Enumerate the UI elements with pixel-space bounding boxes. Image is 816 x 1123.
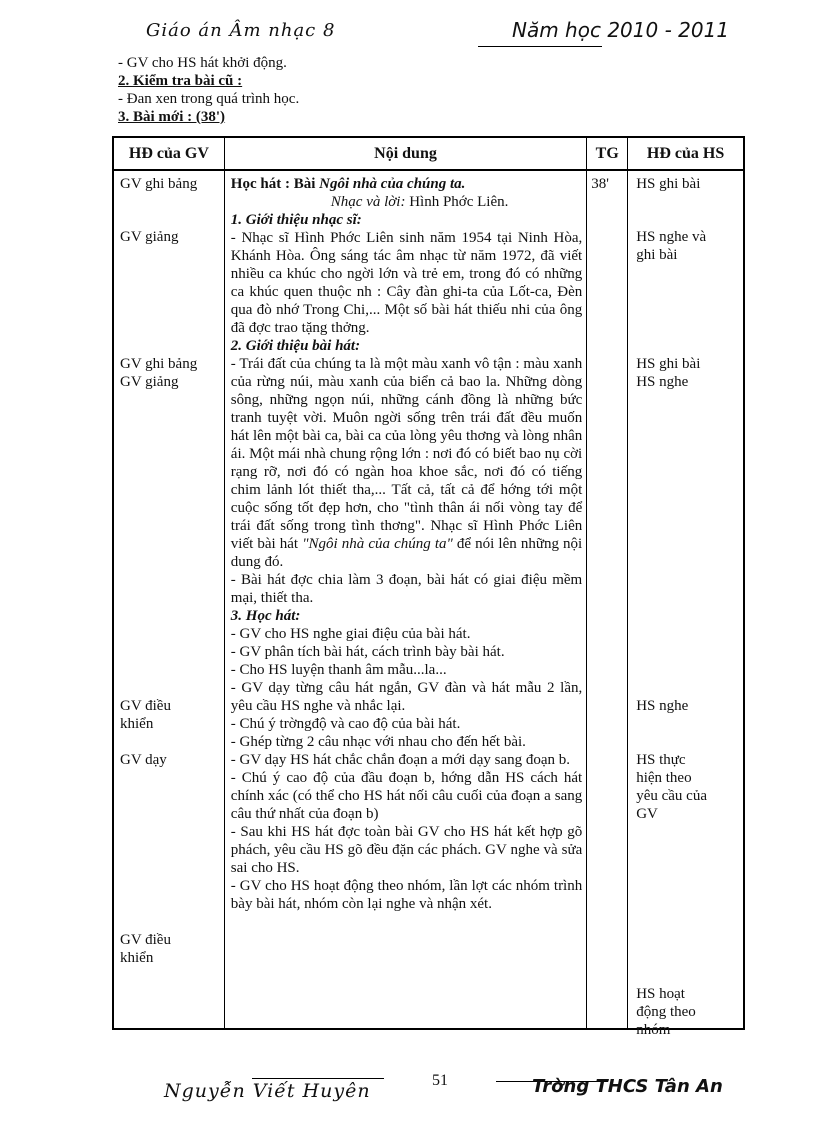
gv-label: khiển xyxy=(120,716,154,732)
hs-label: động theo xyxy=(636,1004,696,1020)
heading-review: 2. Kiểm tra bài cũ : xyxy=(118,73,243,89)
section-heading-learning: 3. Học hát: xyxy=(230,608,301,624)
footer-school: Trờng THCS Tân An xyxy=(532,1076,723,1097)
hs-label: HS nghe xyxy=(636,698,689,714)
hs-label: HS nghe xyxy=(636,374,689,390)
intro-line-review: - Đan xen trong quá trình học. xyxy=(118,91,300,107)
hs-label: ghi bài xyxy=(636,247,678,263)
paragraph-composer: - Nhạc sĩ Hình Phớc Liên sinh năm 1954 tại Ninh Hòa, Khánh Hòa. Ông sáng tác âm nhạc từ năm 1972, đã viết nhiều ca khúc cho ngời lớn và trẻ em, trong đó có những ca khúc quen thuộc nh : Cây đàn ghi-ta của Lốt-ca, Đèn qua đò nhớ Trong Chi,... Một số bài hát thiếu nhi của ông đã đợc trao tặng thởng. xyxy=(230,230,583,336)
intro-section xyxy=(118,54,718,126)
song-title-quote: "Ngôi nhà của chúng ta" xyxy=(302,536,453,552)
gv-label: GV ghi bảng xyxy=(120,356,198,372)
gv-label: khiển xyxy=(120,950,154,966)
heading-new-lesson: 3. Bài mới : (38') xyxy=(118,109,226,125)
paragraph-song-intro xyxy=(231,355,582,571)
table-row xyxy=(113,170,744,1029)
table-header-row xyxy=(113,137,744,170)
footer-author: Nguyễn Viết Huyên xyxy=(164,1080,371,1102)
paragraph-song-intro-end: để nói lên những nội dung đó. xyxy=(230,536,583,570)
hs-label: HS ghi bài xyxy=(636,356,701,372)
footer-rule-left xyxy=(252,1078,384,1079)
gv-label: GV ghi bảng xyxy=(120,176,198,192)
hs-label: GV xyxy=(636,806,658,822)
hs-label: HS nghe và xyxy=(636,229,707,245)
hs-label: yêu cầu của xyxy=(636,788,707,804)
page-number: 51 xyxy=(432,1072,448,1089)
lesson-table xyxy=(112,136,745,1038)
hs-label: nhóm xyxy=(636,1022,671,1038)
gv-label: GV giảng xyxy=(120,374,179,390)
gv-label: GV điều xyxy=(120,932,171,948)
hs-label: HS ghi bài xyxy=(636,176,701,192)
header-content: Nội dung xyxy=(224,137,586,170)
intro-line-warmup: - GV cho HS hát khởi động. xyxy=(118,55,287,71)
paragraph-song-intro-text: - Trái đất của chúng ta là một màu xanh vô tận : màu xanh của rừng núi, màu xanh của biển cả bao la. Những dòng sông, những ngọn núi, những cánh đồng là những bức tranh tuyệt vời. Muôn ngời sống trên trái đất đều muốn hát lên một bài ca, bài ca của lòng yêu thơng và lòng nhân ái. Một mái nhà chung rộng lớn : nơi đó có biết bao nụ cời rạng rỡ, nơi đó có ngàn hoa khoe sắc, nơi đó có tiếng chim lảnh lót thiết tha,... Tất cả, tất cả để hớng tới một cuộc sống tốt đẹp hơn, cho "tình thân ái nối vòng tay để trái đất sống trong tình thơng". Nhạc sĩ Hình Phớc Liên viết bài hát xyxy=(230,356,583,552)
list-item: - Sau khi HS hát đợc toàn bài GV cho HS hát kết hợp gõ phách, yêu cầu HS gõ đều đặn các phách. GV nghe và sửa sai cho HS. xyxy=(230,824,583,876)
header-teacher-activity: HĐ của GV xyxy=(113,137,224,170)
header-school-year: Năm học 2010 - 2011 xyxy=(512,18,730,42)
song-author xyxy=(231,193,582,211)
header-time: TG xyxy=(587,137,628,170)
lesson-title-prefix: Học hát : Bài xyxy=(230,176,320,192)
teacher-activity-cell xyxy=(113,170,224,1029)
list-item: - GV phân tích bài hát, cách trình bày bài hát. xyxy=(230,644,505,660)
gv-label: GV dạy xyxy=(120,752,167,768)
hs-label: HS hoạt xyxy=(636,986,685,1002)
gv-label: GV điều xyxy=(120,698,171,714)
song-title: Ngôi nhà của chúng ta. xyxy=(319,176,466,192)
list-item: - GV dạy từng câu hát ngắn, GV đàn và hát mẫu 2 lần, yêu cầu HS nghe và nhắc lại. xyxy=(230,680,583,714)
header-subject: Giáo án Âm nhạc 8 xyxy=(146,20,336,41)
author-name: Hình Phớc Liên. xyxy=(409,194,509,210)
content-cell xyxy=(224,170,586,1029)
gv-label: GV giảng xyxy=(120,229,179,245)
hs-label: hiện theo xyxy=(636,770,692,786)
time-cell xyxy=(587,170,628,1029)
header-underline xyxy=(478,46,602,47)
list-item: - GV dạy HS hát chắc chắn đoạn a mới dạy sang đoạn b. xyxy=(230,752,571,768)
paragraph-song-structure: - Bài hát đợc chia làm 3 đoạn, bài hát có giai điệu mềm mại, thiết tha. xyxy=(230,572,583,606)
lesson-title xyxy=(231,175,582,193)
author-prefix: Nhạc và lời: xyxy=(330,194,410,210)
section-heading-song: 2. Giới thiệu bài hát: xyxy=(230,338,361,354)
student-activity-cell xyxy=(628,170,744,1038)
section-heading-composer: 1. Giới thiệu nhạc sĩ: xyxy=(230,212,362,228)
list-item: - Chú ý trờngđộ và cao độ của bài hát. xyxy=(230,716,461,732)
list-item: - GV cho HS hoạt động theo nhóm, lần lợt các nhóm trình bày bài hát, nhóm còn lại nghe và nhận xét. xyxy=(230,878,583,912)
header-student-activity: HĐ của HS xyxy=(628,137,744,170)
list-item: - Cho HS luyện thanh âm mẫu...la... xyxy=(230,662,447,678)
list-item: - Chú ý cao độ của đầu đoạn b, hớng dẫn HS cách hát chính xác (có thể cho HS hát nối câu cuối của đoạn a sang câu thứ nhất của đoạn b) xyxy=(230,770,583,822)
time-value: 38' xyxy=(591,176,609,192)
hs-label: HS thực xyxy=(636,752,686,768)
list-item: - Ghép từng 2 câu nhạc với nhau cho đến hết bài. xyxy=(230,734,526,750)
list-item: - GV cho HS nghe giai điệu của bài hát. xyxy=(230,626,471,642)
